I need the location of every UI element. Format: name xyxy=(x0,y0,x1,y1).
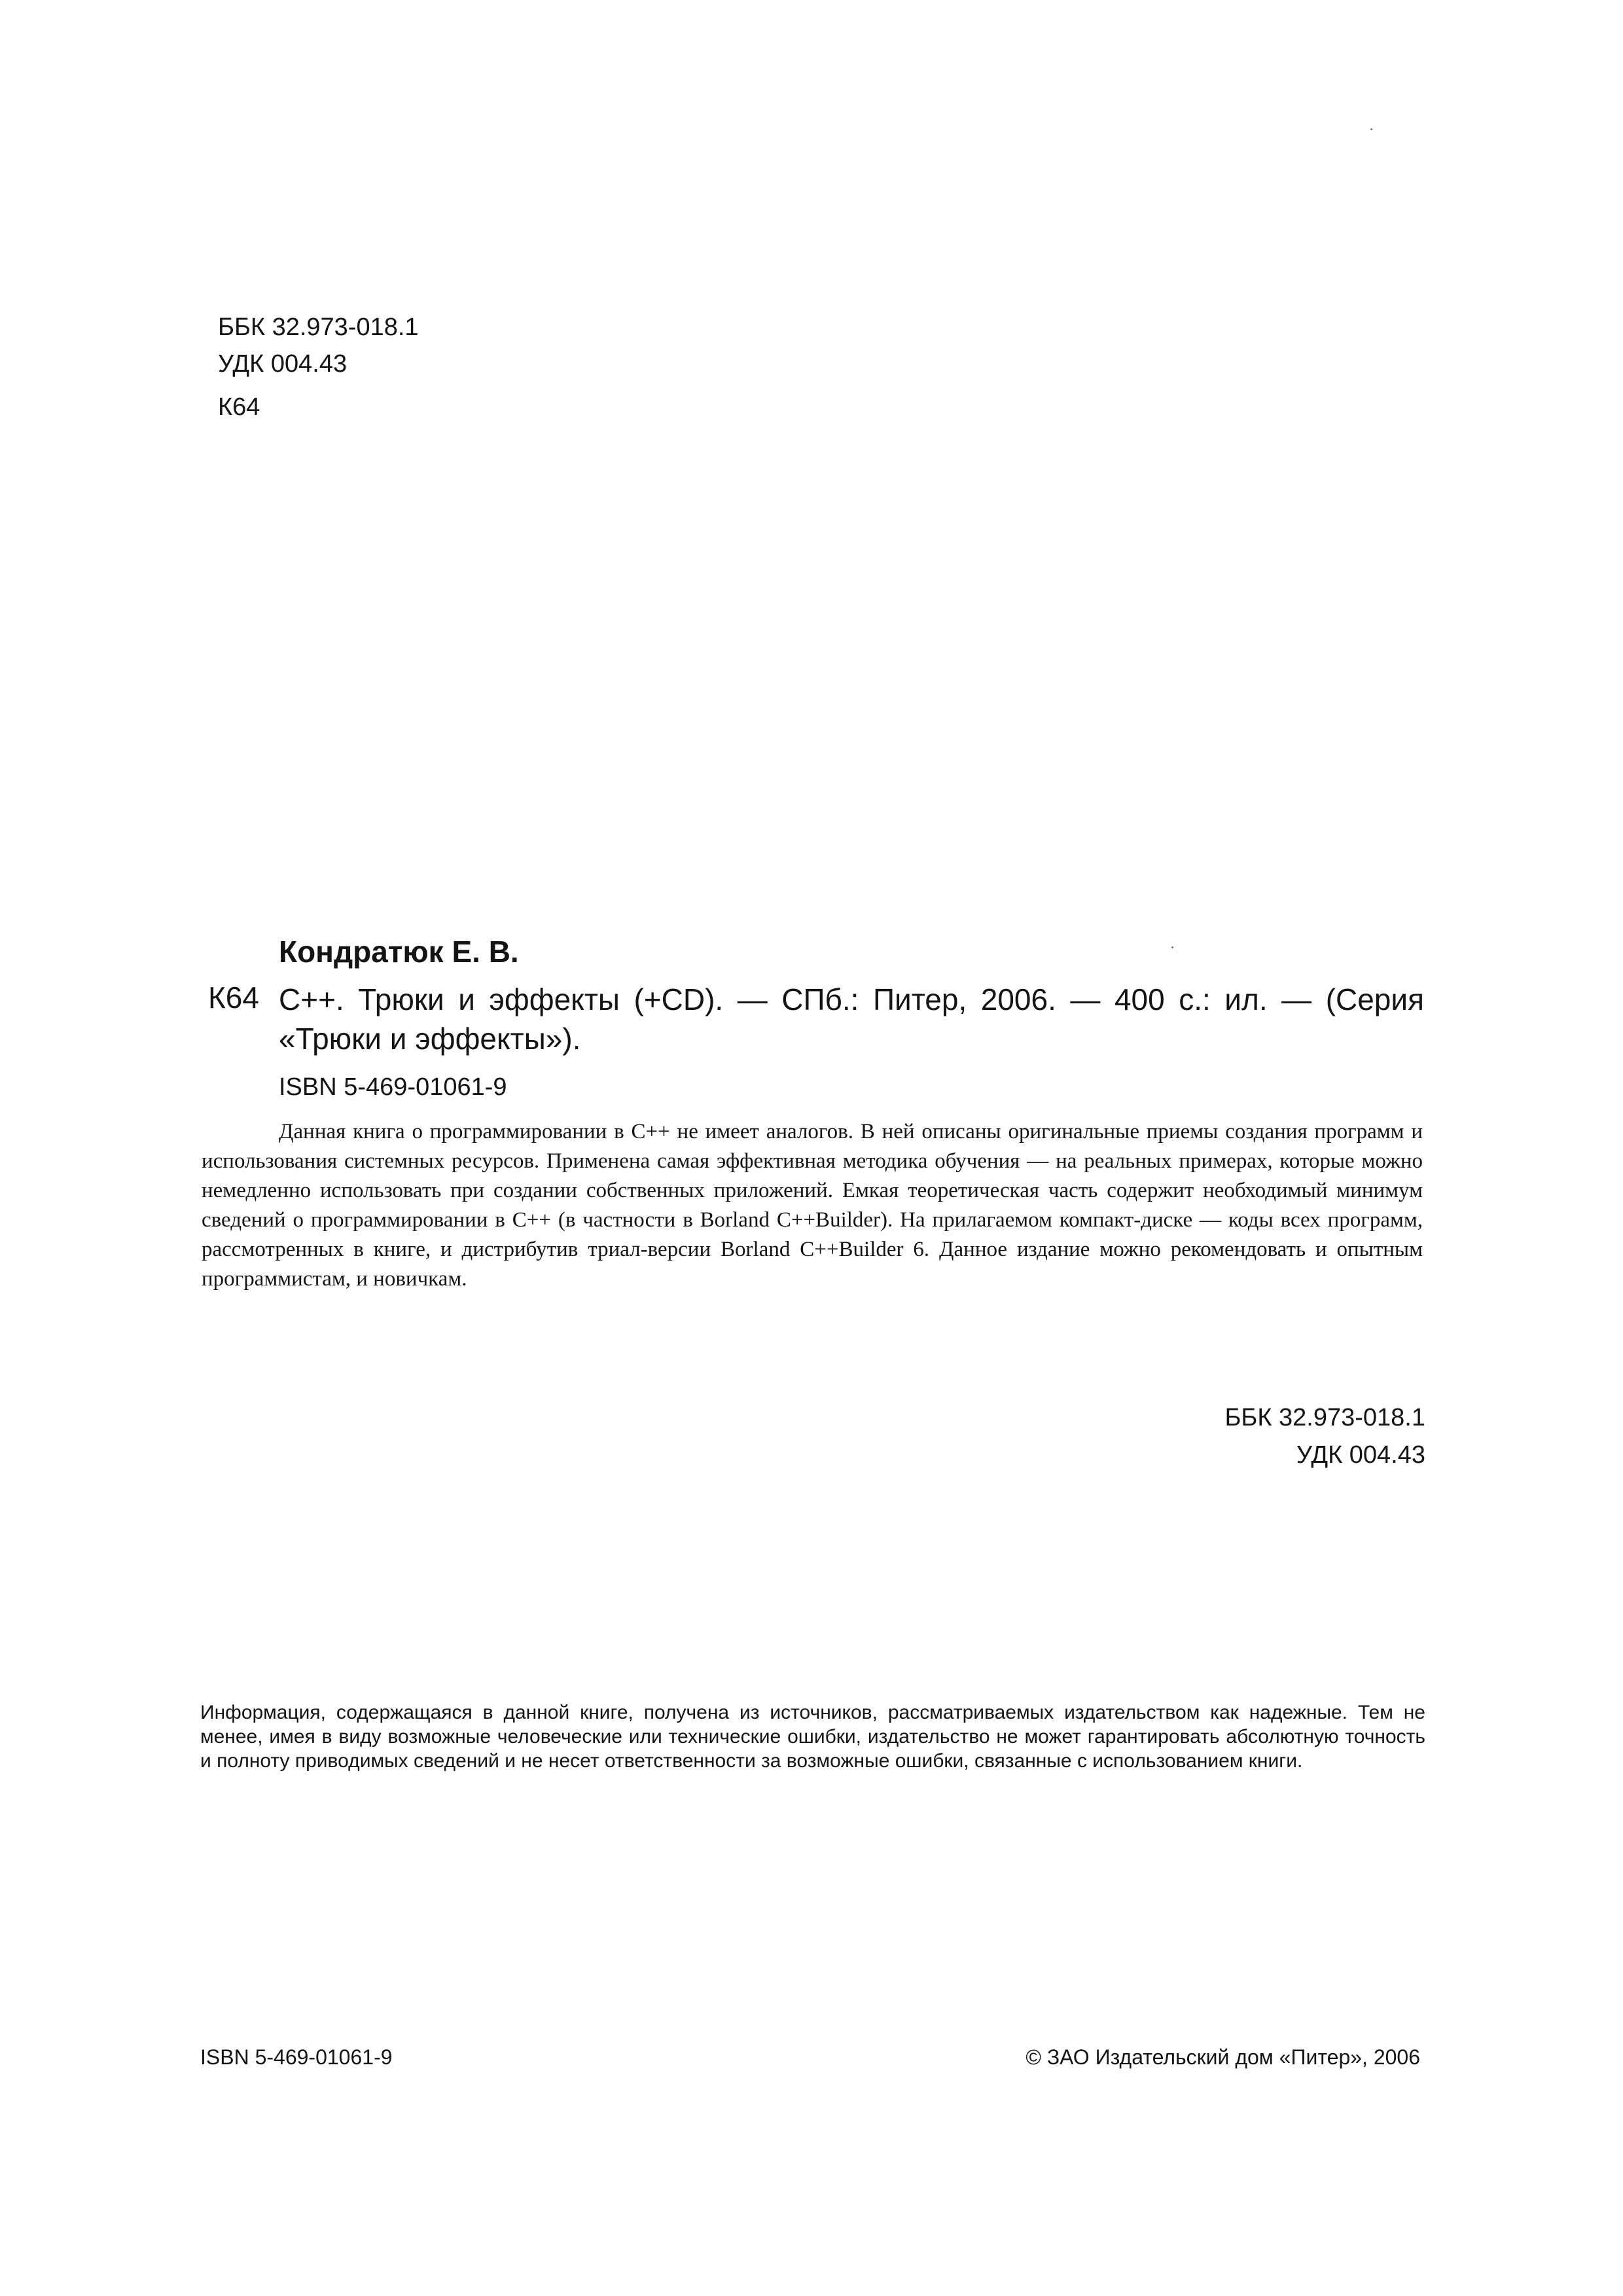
author-name: Кондратюк Е. В. xyxy=(279,935,519,969)
udk-code-top: УДК 004.43 xyxy=(218,350,348,378)
author-mark-top: К64 xyxy=(218,393,260,421)
book-annotation: Данная книга о программировании в С++ не имеет аналогов. В ней описаны оригинальные приемы создания программ и использования системных ресурсов. Применена самая эффективная методика обучения — на реальных примерах, которые можно немедленно использовать при создании собственных приложений. Емкая теоретическая часть содержит необходимый минимум сведений о программировании в С++ (в частности в Borland C++Builder). На прилагаемом компакт-диске — коды всех программ, рассмотренных в книге, и дистрибутив триал-версии Borland C++Builder 6. Данное издание можно рекомендовать и опытным программистам, и новичкам. xyxy=(202,1120,1423,1291)
bbk-code-bottom: ББК 32.973-018.1 xyxy=(1224,1404,1425,1431)
scan-speck xyxy=(1171,946,1173,948)
author-index-mark: К64 xyxy=(208,980,259,1014)
bibliographic-description: С++. Трюки и эффекты (+CD). — СПб.: Питер, 2006. — 400 с.: ил. — (Серия «Трюки и эффекты»). xyxy=(279,982,1424,1056)
footer-isbn: ISBN 5-469-01061-9 xyxy=(200,2045,393,2069)
bbk-code-top: ББК 32.973-018.1 xyxy=(218,314,419,341)
classification-codes-bottom xyxy=(1047,1399,1425,1474)
publisher-disclaimer: Информация, содержащаяся в данной книге, получена из источников, рассматриваемых издательством как надежные. Тем не менее, имея в виду возможные человеческие или технические ошибки, издательство не может гарантировать абсолютную точность и полноту приводимых сведений и не несет ответственности за возможные ошибки, связанные с использованием книги. xyxy=(200,1702,1425,1772)
footer-copyright: © ЗАО Издательский дом «Питер», 2006 xyxy=(1026,2045,1420,2069)
scan-speck xyxy=(1370,128,1372,130)
isbn-main: ISBN 5-469-01061-9 xyxy=(279,1073,507,1101)
classification-codes-top xyxy=(218,309,419,425)
udk-code-bottom: УДК 004.43 xyxy=(1296,1441,1425,1469)
